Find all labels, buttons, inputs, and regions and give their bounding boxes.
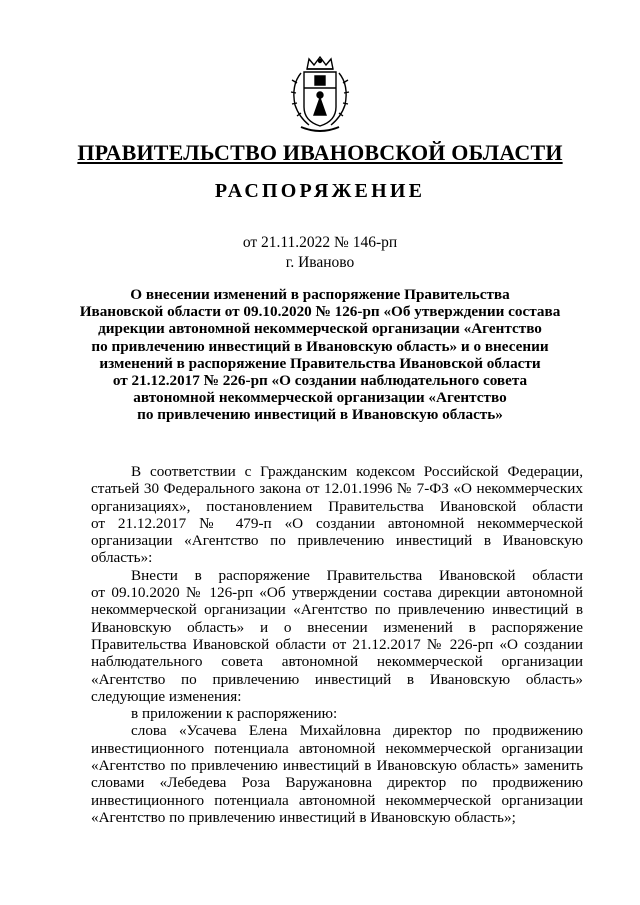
body-line: Внести в распоряжение Правительства Ивановской области [131,566,583,584]
body-line: от 21.12.2017 № 479-п «О создании автономной некоммерческой [91,514,583,532]
body-line: «Агентство по привлечению инвестиций в Ивановскую область»; [91,808,516,826]
body-line: «Агентство по привлечению инвестиций в Ивановскую область» [91,670,583,688]
body-line: область»: [91,549,153,567]
document-city: г. Иваново [285,254,355,271]
heading-line: О внесении изменений в распоряжение Правительства [130,286,510,303]
body-line: Ивановскую область» и о внесении изменений в распоряжение [91,618,583,636]
heading-line: по привлечению инвестиций в Ивановскую область» [137,406,503,424]
body-line: наблюдательного совета автономной некоммерческой организации [91,653,583,671]
organization-title: ПРАВИТЕЛЬСТВО ИВАНОВСКОЙ ОБЛАСТИ [77,140,563,165]
body-line: словами «Лебедева Роза Варужановна директор по продвижению [91,774,583,792]
document-heading [70,286,570,424]
body-line: слова «Усачева Елена Михайловна директор по продвижению [131,722,583,740]
heading-line: автономной некоммерческой организации «Агентство [133,389,507,407]
body-line: В соответствии с Гражданским кодексом Российской Федерации, [131,463,583,480]
document-body [91,463,583,826]
heading-line: дирекции автономной некоммерческой организации «Агентство [98,320,542,338]
body-line: некоммерческой организации «Агентство по привлечению инвестиций в [91,601,583,619]
document-type: РАСПОРЯЖЕНИЕ [214,180,426,202]
body-line: от 09.10.2020 № 126-рп «Об утверждении состава дирекции автономной [91,584,583,602]
document-date-number: от 21.11.2022 № 146-рп [242,234,398,251]
body-line: в приложении к распоряжению: [131,705,338,723]
body-line: «Агентство по привлечению инвестиций в Ивановскую область» заменить [91,757,583,775]
heading-line: Ивановской области от 09.10.2020 № 126-рп «Об утверждении состава [79,303,561,321]
heading-line: от 21.12.2017 № 226-рп «О создании наблюдательного совета [112,372,528,390]
coat-of-arms-icon [287,55,353,135]
heading-line: изменений в распоряжение Правительства Ивановской области [99,354,541,372]
body-line: организации «Агентство по привлечению инвестиций в Ивановскую [91,532,583,550]
body-line: Правительства Ивановской области от 21.12.2017 № 226-рп «О создании [91,635,583,653]
body-line: инвестиционного потенциала автономной некоммерческой организации [91,791,583,809]
body-line: организациях», постановлением Правительства Ивановской области [91,497,583,515]
body-line: следующие изменения: [91,687,242,705]
heading-line: по привлечению инвестиций в Ивановскую область» и о внесении [91,337,549,355]
body-line: инвестиционного потенциала автономной некоммерческой организации [91,739,583,757]
body-line: статьей 30 Федерального закона от 12.01.1996 № 7-ФЗ «О некоммерческих [91,480,583,498]
